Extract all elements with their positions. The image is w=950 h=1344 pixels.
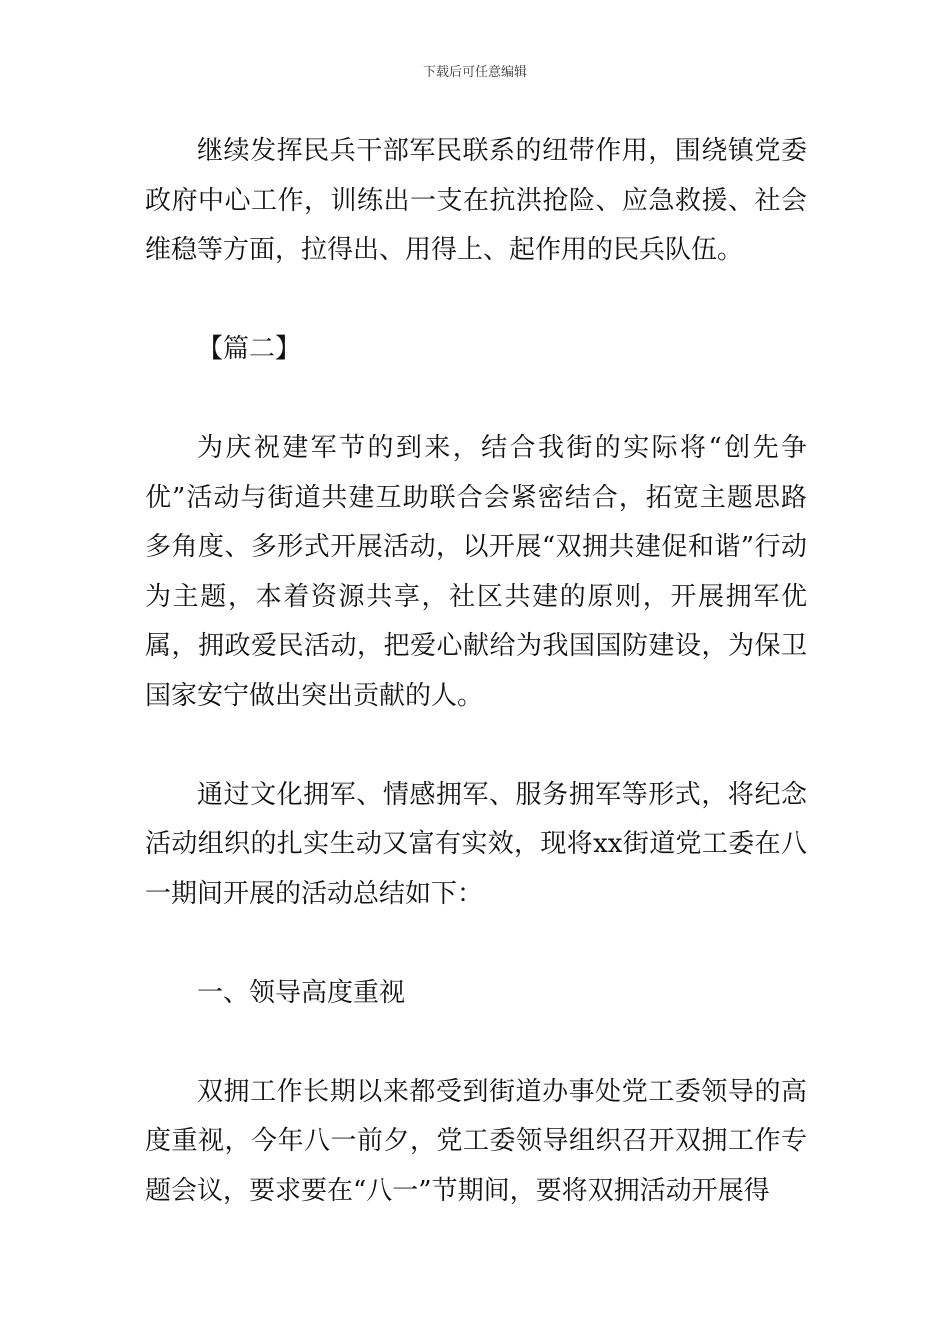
page-header-note: 下载后可任意编辑 xyxy=(422,65,527,80)
paragraph-gap xyxy=(145,276,807,326)
document-body xyxy=(145,127,807,1216)
paragraph-leadership: 双拥工作长期以来都受到街道办事处党工委领导的高度重视，今年八一前夕，党工委领导组织召开双拥工作专题会议，要求要在“八一”节期间，要将双拥活动开展得 xyxy=(145,1076,807,1206)
paragraph-gap xyxy=(145,919,807,969)
paragraph-army-day: 为庆祝建军节的到来，结合我街的实际将“创先争优”活动与街道共建互助联合会紧密结合，拓宽主题思路多角度、多形式开展活动，以开展“双拥共建促和谐”行动为主题，本着资源共享，社区共建的原则，开展拥军优属，拥政爱民活动，把爱心献给为我国国防建设，为保卫国家安宁做出突出贡献的人。 xyxy=(145,433,807,711)
section-heading-part-two: 【篇二】 xyxy=(197,334,302,364)
paragraph-summary-intro: 通过文化拥军、情感拥军、服务拥军等形式，将纪念活动组织的扎实生动又富有实效，现将xx街道党工委在八一期间开展的活动总结如下： xyxy=(145,779,807,909)
paragraph-militia: 继续发挥民兵干部军民联系的纽带作用，围绕镇党委政府中心工作，训练出一支在抗洪抢险、应急救援、社会维稳等方面，拉得出、用得上、起作用的民兵队伍。 xyxy=(145,136,807,265)
paragraph-gap xyxy=(145,721,807,771)
section-heading-leadership: 一、领导高度重视 xyxy=(197,977,406,1008)
paragraph-gap xyxy=(145,1018,807,1068)
paragraph-gap xyxy=(145,375,807,425)
